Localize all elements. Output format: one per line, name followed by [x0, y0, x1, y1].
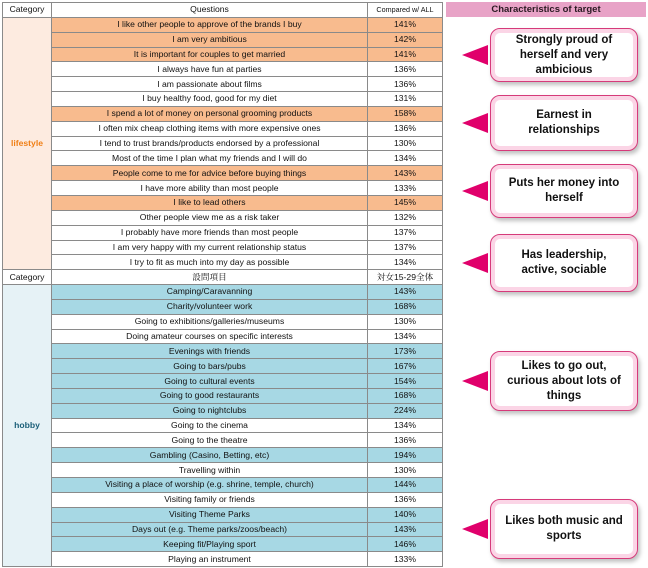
value-cell: 134% — [368, 151, 443, 166]
table-row — [3, 285, 443, 300]
question-cell: I like other people to approve of the brands I buy — [52, 17, 368, 32]
question-cell: I try to fit as much into my day as possible — [52, 255, 368, 270]
callout-leadership — [462, 234, 642, 292]
value-cell: 168% — [368, 388, 443, 403]
question-cell: Visiting a place of worship (e.g. shrine, temple, church) — [52, 478, 368, 493]
table-row — [3, 240, 443, 255]
value-cell: 224% — [368, 403, 443, 418]
pointer-arrow-icon — [462, 181, 488, 201]
question-cell: I always have fun at parties — [52, 62, 368, 77]
table-row — [3, 151, 443, 166]
callout-going-out — [462, 351, 642, 411]
callout-text: Has leadership, active, sociable — [490, 234, 638, 292]
table-row — [3, 552, 443, 567]
pointer-arrow-icon — [462, 371, 488, 391]
value-cell: 167% — [368, 359, 443, 374]
table-row — [3, 195, 443, 210]
value-cell: 142% — [368, 32, 443, 47]
value-cell: 173% — [368, 344, 443, 359]
table-row — [3, 166, 443, 181]
value-cell: 146% — [368, 537, 443, 552]
value-cell: 130% — [368, 136, 443, 151]
value-cell: 143% — [368, 285, 443, 300]
question-cell: Camping/Caravanning — [52, 285, 368, 300]
table-row — [3, 463, 443, 478]
value-cell: 130% — [368, 314, 443, 329]
value-cell: 154% — [368, 374, 443, 389]
pointer-arrow-icon — [462, 113, 488, 133]
value-cell: 168% — [368, 299, 443, 314]
value-cell: 145% — [368, 195, 443, 210]
table-row — [3, 299, 443, 314]
table-row — [3, 62, 443, 77]
question-cell: Going to bars/pubs — [52, 359, 368, 374]
table-row — [3, 32, 443, 47]
question-cell: Doing amateur courses on specific interests — [52, 329, 368, 344]
value-cell: 133% — [368, 552, 443, 567]
pointer-arrow-icon — [462, 519, 488, 539]
value-cell: 130% — [368, 463, 443, 478]
value-cell: 134% — [368, 255, 443, 270]
table-row — [3, 492, 443, 507]
pointer-arrow-icon — [462, 45, 488, 65]
questions-header: Questions — [52, 3, 368, 18]
value-cell: 140% — [368, 507, 443, 522]
characteristics-header: Characteristics of target — [446, 2, 646, 17]
value-cell: 141% — [368, 17, 443, 32]
question-cell: Going to nightclubs — [52, 403, 368, 418]
table-row — [3, 314, 443, 329]
table-row — [3, 17, 443, 32]
question-cell: Playing an instrument — [52, 552, 368, 567]
question-cell: I have more ability than most people — [52, 181, 368, 196]
callout-relationships — [462, 95, 642, 151]
table-row — [3, 121, 443, 136]
callout-text: Puts her money into herself — [490, 164, 638, 218]
table-row — [3, 478, 443, 493]
question-cell: I am very happy with my current relationship status — [52, 240, 368, 255]
question-cell: Visiting Theme Parks — [52, 507, 368, 522]
value-cell: 136% — [368, 492, 443, 507]
question-cell: Going to good restaurants — [52, 388, 368, 403]
question-cell: I buy healthy food, good for my diet — [52, 92, 368, 107]
table-row — [3, 388, 443, 403]
value-cell: 136% — [368, 77, 443, 92]
callout-music-sports — [462, 499, 642, 559]
question-cell: I like to lead others — [52, 195, 368, 210]
pointer-arrow-icon — [462, 253, 488, 273]
value-cell: 194% — [368, 448, 443, 463]
question-cell: Going to cultural events — [52, 374, 368, 389]
question-cell: Evenings with friends — [52, 344, 368, 359]
table-row — [3, 537, 443, 552]
question-cell: Days out (e.g. Theme parks/zoos/beach) — [52, 522, 368, 537]
question-cell: Other people view me as a risk taker — [52, 210, 368, 225]
table-row — [3, 522, 443, 537]
callout-text: Likes to go out, curious about lots of things — [490, 351, 638, 411]
value-cell: 137% — [368, 225, 443, 240]
questions-header: 設問項目 — [52, 270, 368, 285]
question-cell: Charity/volunteer work — [52, 299, 368, 314]
table-row — [3, 136, 443, 151]
value-cell: 136% — [368, 62, 443, 77]
table-row — [3, 344, 443, 359]
question-cell: Travelling within — [52, 463, 368, 478]
compared-header: 対女15-29全体 — [368, 270, 443, 285]
value-cell: 136% — [368, 121, 443, 136]
table-row — [3, 359, 443, 374]
table-row — [3, 77, 443, 92]
value-cell: 134% — [368, 418, 443, 433]
table-row — [3, 329, 443, 344]
value-cell: 143% — [368, 522, 443, 537]
table-row — [3, 448, 443, 463]
question-cell: I often mix cheap clothing items with more expensive ones — [52, 121, 368, 136]
header-row — [3, 3, 443, 18]
question-cell: Keeping fit/Playing sport — [52, 537, 368, 552]
value-cell: 131% — [368, 92, 443, 107]
value-cell: 141% — [368, 47, 443, 62]
table-row — [3, 210, 443, 225]
value-cell: 133% — [368, 181, 443, 196]
question-cell: Most of the time I plan what my friends and I will do — [52, 151, 368, 166]
value-cell: 144% — [368, 478, 443, 493]
category-header: Category — [3, 3, 52, 18]
lifestyle-category-label: lifestyle — [3, 17, 52, 269]
table-row — [3, 47, 443, 62]
question-cell: It is important for couples to get married — [52, 47, 368, 62]
question-cell: Going to exhibitions/galleries/museums — [52, 314, 368, 329]
table-row — [3, 225, 443, 240]
callout-proud-ambitious — [462, 28, 642, 82]
question-cell: I am very ambitious — [52, 32, 368, 47]
value-cell: 134% — [368, 329, 443, 344]
header-row — [3, 270, 443, 285]
table-row — [3, 181, 443, 196]
callout-text: Likes both music and sports — [490, 499, 638, 559]
table-row — [3, 507, 443, 522]
table-row — [3, 403, 443, 418]
value-cell: 136% — [368, 433, 443, 448]
category-header: Category — [3, 270, 52, 285]
survey-table — [2, 2, 443, 567]
question-cell: Gambling (Casino, Betting, etc) — [52, 448, 368, 463]
table-row — [3, 255, 443, 270]
question-cell: I spend a lot of money on personal grooming products — [52, 106, 368, 121]
value-cell: 158% — [368, 106, 443, 121]
hobby-category-label: hobby — [3, 285, 52, 567]
table-row — [3, 106, 443, 121]
question-cell: I tend to trust brands/products endorsed by a professional — [52, 136, 368, 151]
table-row — [3, 433, 443, 448]
question-cell: People come to me for advice before buying things — [52, 166, 368, 181]
callout-money-herself — [462, 164, 642, 218]
table-row — [3, 92, 443, 107]
question-cell: I probably have more friends than most people — [52, 225, 368, 240]
table-row — [3, 374, 443, 389]
value-cell: 137% — [368, 240, 443, 255]
question-cell: Going to the cinema — [52, 418, 368, 433]
question-cell: I am passionate about films — [52, 77, 368, 92]
table-row — [3, 418, 443, 433]
value-cell: 143% — [368, 166, 443, 181]
value-cell: 132% — [368, 210, 443, 225]
callout-text: Earnest in relationships — [490, 95, 638, 151]
compared-header: Compared w/ ALL — [368, 3, 443, 18]
question-cell: Visiting family or friends — [52, 492, 368, 507]
question-cell: Going to the theatre — [52, 433, 368, 448]
callout-text: Strongly proud of herself and very ambicious — [490, 28, 638, 82]
